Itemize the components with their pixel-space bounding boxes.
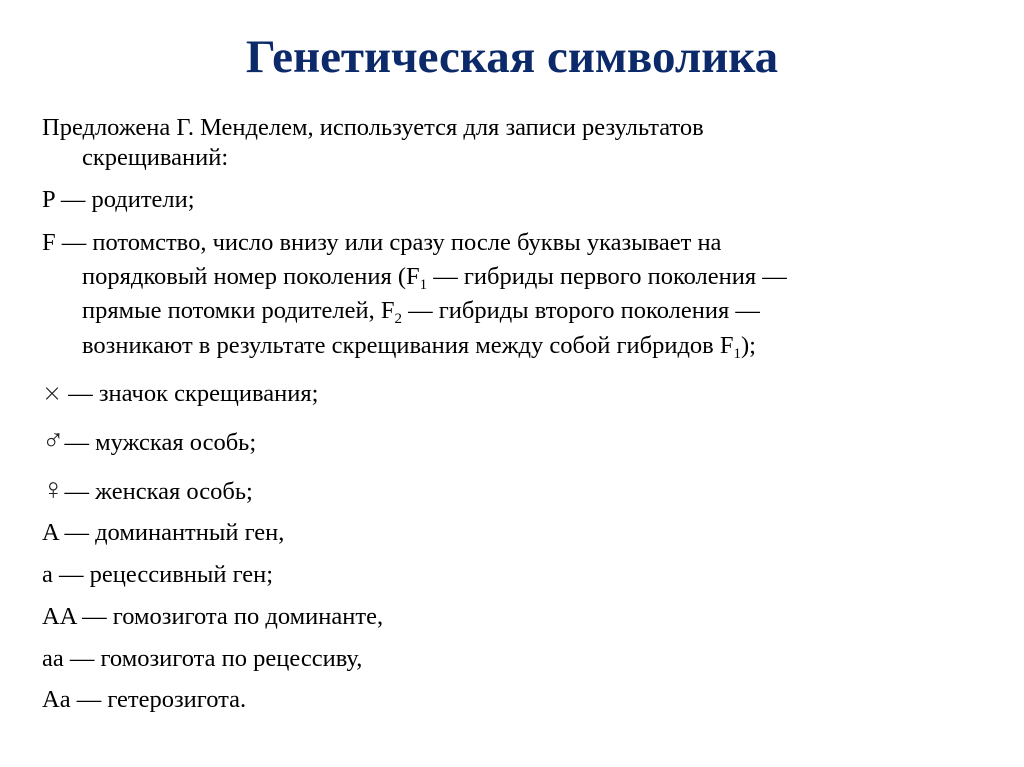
f-definition-line-4	[82, 332, 756, 360]
text: возникают в результате скрещивания между собой гибридов F	[82, 332, 734, 359]
f-definition-line-1: F — потомство, число внизу или сразу после буквы указывает на	[42, 229, 722, 256]
slide-title: Генетическая символика	[245, 31, 779, 83]
list-item: A — доминантный ген,	[42, 519, 285, 546]
f-definition-line-3	[82, 297, 760, 325]
list-item: AA — гомозигота по доминанте,	[42, 603, 384, 630]
subscript: 1	[733, 346, 741, 362]
text: — женская особь;	[64, 478, 253, 505]
p-definition: P — родители;	[42, 186, 195, 213]
female-definition	[42, 472, 253, 507]
intro-line-1: Предложена Г. Менделем, используется для записи результатов	[42, 114, 704, 141]
text: — гибриды первого поколения —	[427, 263, 787, 290]
list-item: aa — гомозигота по рецессиву,	[42, 645, 363, 672]
text: );	[741, 332, 756, 359]
female-symbol-icon: ♀	[42, 472, 65, 507]
intro-line-2: скрещиваний:	[82, 144, 229, 171]
text: прямые потомки родителей, F	[82, 297, 395, 324]
text: порядковый номер поколения (F	[82, 263, 420, 290]
text: — мужская особь;	[64, 429, 257, 456]
cross-icon: ×	[42, 379, 63, 407]
text: — гибриды второго поколения —	[401, 297, 760, 324]
text: — значок скрещивания;	[62, 380, 319, 407]
f-definition-line-2	[82, 263, 787, 291]
subscript: 1	[419, 277, 428, 293]
male-definition	[42, 423, 257, 458]
list-item: a — рецессивный ген;	[42, 561, 274, 588]
cross-definition	[42, 379, 318, 408]
male-symbol-icon: ♂	[42, 423, 65, 458]
subscript: 2	[394, 311, 402, 327]
list-item: Aa — гетерозигота.	[42, 686, 247, 713]
